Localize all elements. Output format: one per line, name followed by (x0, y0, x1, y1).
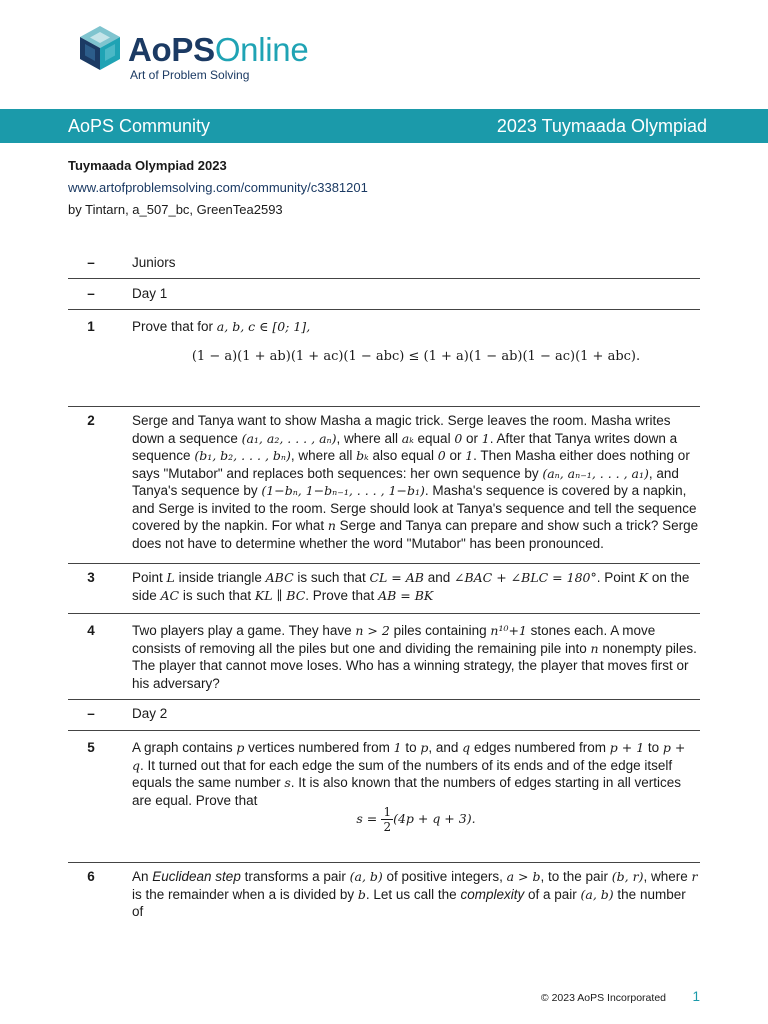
display-equation: s = $\frac{1}{2}$ (4p + q + 3). (356, 805, 476, 834)
aops-logo[interactable] (78, 24, 338, 84)
problem-number: 4 (87, 623, 95, 638)
problem-number: 2 (87, 413, 95, 428)
header-banner (0, 109, 768, 143)
problem-number: 3 (87, 570, 95, 585)
fraction: $\frac{1}{2}$ (383, 805, 392, 834)
display-inequality: (1 − a)(1 + ab)(1 + ac)(1 − abc) ≤ (1 + a)(1 − ab)(1 − ac)(1 + abc). (191, 348, 641, 364)
problem-text: Serge and Tanya want to show Masha a magic trick. Serge leaves the room. Masha writes down a sequence (a₁, a₂, . . . , aₙ), where all aₖ equal 0 or 1. After that Tanya writes down a sequence (b₁, b₂, . . . , bₙ), where all bₖ also equal 0 or 1. Then Masha either does nothing or says "Mutabor" and replaces both sequences: her own sequence by (aₙ, aₙ₋₁, . . . , a₁), and Tanya's sequence by (1−bₙ, 1−bₙ₋₁, . . . , 1−b₁). Masha's sequence is covered by a napkin, and Serge is invited to the room. Serge should look at Tanya's sequence and tell the sequence covered by the napkin. For what n Serge and Tanya can prepare and show such a trick? Serge does not have to determine whether the word "Mutabor" has been pronounced. (132, 413, 699, 551)
community-link[interactable]: AoPS Community (68, 116, 211, 136)
aops-cube-icon (78, 24, 122, 72)
footer-copyright: © 2023 AoPS Incorporated (540, 992, 666, 1004)
section-dash: – (87, 255, 95, 270)
section-dash: – (87, 706, 95, 721)
problem-number: 5 (87, 740, 95, 755)
divider (68, 699, 700, 700)
community-url-link[interactable]: www.artofproblemsolving.com/community/c3381201 (68, 180, 368, 195)
section-label: Day 2 (132, 706, 168, 721)
authors-line: by Tintarn, a_507_bc, GreenTea2593 (68, 202, 283, 217)
problem-text: Two players play a game. They have n > 2 piles containing n¹⁰+1 stones each. A move consists of removing all the piles but one and dividing the remaining pile into n nonempty piles. The player that cannot move loses. Who has a winning strategy, the player that moves first or his adversary? (132, 623, 697, 691)
divider (68, 862, 700, 863)
divider (68, 309, 700, 310)
logo-wordmark-light: Online (214, 31, 309, 68)
section-label: Day 1 (132, 286, 168, 301)
divider (68, 406, 700, 407)
logo-wordmark-bold: AoPS (128, 31, 215, 68)
logo-tagline: Art of Problem Solving (130, 68, 250, 82)
divider (68, 730, 700, 731)
divider (68, 613, 700, 614)
divider (68, 278, 700, 279)
document-title: Tuymaada Olympiad 2023 (68, 158, 227, 173)
problem-text: An Euclidean step transforms a pair (a, b) of positive integers, a > b, to the pair (b, r), where r is the remainder when a is divided by b. Let us call the complexity of a pair (a, b) the number of (132, 869, 698, 919)
divider (68, 563, 700, 564)
problem-text: A graph contains p vertices numbered from 1 to p, and q edges numbered from p + 1 to p + q. It turned out that for each edge the sum of the numbers of its ends and of the edge itself equals the same number s. It is also known that the numbers of edges starting in all vertices are equal. Prove that s = $\frac{1}{2}$ (4p + q + 3). (132, 739, 700, 834)
problem-text: Point L inside triangle ABC is such that CL = AB and ∠BAC + ∠BLC = 180°. Point K on the side AC is such that KL ∥ BC. Prove that AB = BK (132, 570, 690, 603)
contest-title: 2023 Tuymaada Olympiad (496, 116, 707, 136)
logo-wordmark (128, 32, 308, 68)
problem-text: Prove that for a, b, c ∈ [0; 1], (1 − a)(1 + ab)(1 + ac)(1 − abc) ≤ (1 + a)(1 − ab)(1 − ac)(1 + abc). (132, 318, 700, 365)
document-meta (68, 155, 368, 221)
section-label: Juniors (132, 255, 176, 270)
problem-number: 6 (87, 869, 95, 884)
page-number: 1 (692, 989, 700, 1004)
problem-number: 1 (87, 319, 95, 334)
section-dash: – (87, 286, 95, 301)
